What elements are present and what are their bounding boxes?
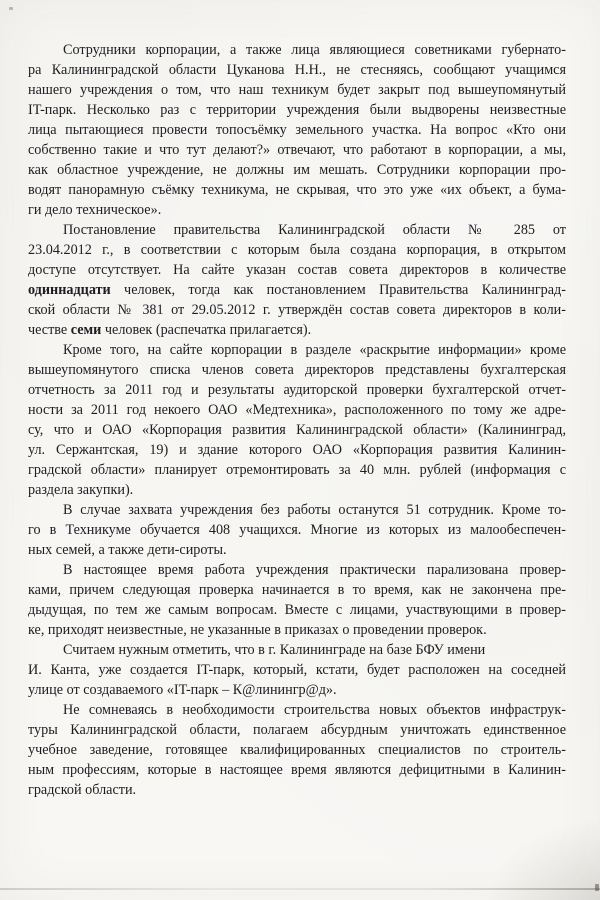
text-segment: ным профессиям, которые в настоящее время являются дефицитными в Калинин- — [28, 762, 566, 778]
text-line — [28, 40, 566, 60]
text-segment: улице от создаваемого «IT-парк – К@линингр@д». — [28, 682, 337, 698]
text-segment: доступе отсутствует. На сайте указан состав совета директоров в количестве — [28, 262, 566, 278]
text-line — [28, 220, 566, 240]
text-line — [28, 180, 566, 200]
bold-text: семи — [70, 322, 102, 338]
text-line — [28, 200, 566, 220]
text-line — [28, 640, 566, 660]
paragraph — [28, 220, 566, 340]
text-segment: ги дело техническое». — [28, 202, 162, 218]
text-segment: В случае захвата учреждения без работы останутся 51 сотрудник. Кроме то- — [63, 502, 566, 518]
text-line — [28, 240, 566, 260]
text-segment: Постановление правительства Калининградской области № 285 от — [63, 222, 566, 238]
text-segment: честве — [28, 322, 71, 338]
text-line — [28, 320, 566, 340]
text-line — [28, 120, 566, 140]
text-line — [28, 600, 566, 620]
text-line — [28, 680, 566, 700]
text-segment: IT-парк. Несколько раз с территории учреждения были выдворены неизвестные — [28, 102, 566, 118]
text-segment: раздела закупки). — [28, 482, 134, 498]
paragraph — [28, 40, 566, 220]
text-line — [28, 540, 566, 560]
text-segment: В настоящее время работа учреждения практически парализована провер- — [63, 562, 566, 578]
text-line — [28, 620, 566, 640]
text-segment: ке, приходят неизвестные, не указанные в приказах о проведении проверок. — [28, 622, 487, 638]
text-line — [28, 780, 566, 800]
text-line — [28, 400, 566, 420]
text-line — [28, 580, 566, 600]
text-segment: ности за 2011 год некоего ОАО «Медтехника», расположенного по тому же адре- — [28, 402, 566, 418]
text-segment: 23.04.2012 г., в соответствии с которым была создана корпорация, в открытом — [28, 242, 566, 258]
text-segment: градской области» планирует отремонтировать за 40 млн. рублей (информация с — [28, 462, 566, 478]
scan-speck — [9, 7, 13, 10]
bold-text: одиннадцати — [28, 282, 111, 298]
text-segment: собственно такие и что тут делают?» отвечают, что работают в корпорации, а мы, — [28, 142, 566, 158]
text-segment: Считаем нужным отметить, что в г. Калининграде на базе БФУ имени — [63, 642, 486, 658]
text-segment: человек (распечатка прилагается). — [101, 322, 312, 338]
text-segment: ской области № 381 от 29.05.2012 г. утверждён состав совета директоров в коли- — [28, 302, 566, 318]
text-segment: ул. Сержантская, 19) и здание которого ОАО «Корпорация развития Калинин- — [28, 442, 566, 458]
text-segment: дыдущая, по тем же самым вопросам. Вместе с лицами, участвующими в провер- — [28, 602, 566, 618]
text-line — [28, 280, 566, 300]
text-line — [28, 300, 566, 320]
text-line — [28, 60, 566, 80]
text-line — [28, 460, 566, 480]
text-segment: су, что и ОАО «Корпорация развития Калининградской области» (Калининград, — [28, 422, 566, 438]
text-line — [28, 720, 566, 740]
text-line — [28, 700, 566, 720]
text-segment: го в Техникуме обучается 408 учащихся. Многие из которых из малообеспечен- — [28, 522, 566, 538]
text-segment: градской области. — [28, 782, 137, 798]
text-line — [28, 360, 566, 380]
text-segment: ных семей, а также дети-сироты. — [28, 542, 227, 558]
text-line — [28, 480, 566, 500]
text-segment: отчетность за 2011 год и результаты аудиторской проверки бухгалтерской отчет- — [28, 382, 566, 398]
text-segment: ками, причем следующая проверка начинается в то время, как не закончена пре- — [28, 582, 566, 598]
text-line — [28, 500, 566, 520]
text-line — [28, 520, 566, 540]
text-segment: нашего учреждения о том, что наш техникум будет закрыт под вышеупомянутый — [28, 82, 566, 98]
text-line — [28, 660, 566, 680]
paragraph — [28, 340, 566, 500]
text-segment: Кроме того, на сайте корпорации в разделе «раскрытие информации» кроме — [63, 342, 566, 358]
text-line — [28, 100, 566, 120]
text-line — [28, 80, 566, 100]
text-line — [28, 160, 566, 180]
text-segment: И. Канта, уже создается IT-парк, который, кстати, будет расположен на соседней — [28, 662, 566, 678]
text-segment: Не сомневаясь в необходимости строительства новых объектов инфраструк- — [63, 702, 566, 718]
text-line — [28, 260, 566, 280]
paragraph — [28, 560, 566, 640]
text-line — [28, 140, 566, 160]
text-line — [28, 420, 566, 440]
paragraph — [28, 700, 566, 800]
text-line — [28, 560, 566, 580]
text-segment: как областное учреждение, не должны им мешать. Сотрудники корпорации про- — [28, 162, 566, 178]
paragraph — [28, 640, 566, 700]
text-segment: человек, тогда как постановлением Правительства Калининград- — [110, 282, 566, 298]
document-text-block — [28, 40, 566, 800]
text-segment: лица пытающиеся провести топосъёмку земельного участка. На вопрос «Кто они — [28, 122, 566, 138]
text-segment: ра Калининградской области Цуканова Н.Н., не стесняясь, сообщают учащимся — [28, 62, 566, 78]
scan-edge-line — [0, 888, 600, 890]
text-line — [28, 760, 566, 780]
text-segment: водят панорамную съёмку техникума, не скрывая, что это уже «их объект, а бума- — [28, 182, 566, 198]
text-segment: вышеупомянутого списка членов совета директоров представлены бухгалтерская — [28, 362, 566, 378]
paragraph — [28, 500, 566, 560]
text-line — [28, 380, 566, 400]
text-line — [28, 440, 566, 460]
text-segment: учебное заведение, готовящее квалифицированных специалистов по строитель- — [28, 742, 566, 758]
text-line — [28, 740, 566, 760]
text-segment: туры Калининградской области, полагаем абсурдным уничтожать единственное — [28, 722, 566, 738]
text-segment: Сотрудники корпорации, а также лица являющиеся советниками губернато- — [63, 42, 566, 58]
scan-speck — [595, 884, 599, 891]
text-line — [28, 340, 566, 360]
